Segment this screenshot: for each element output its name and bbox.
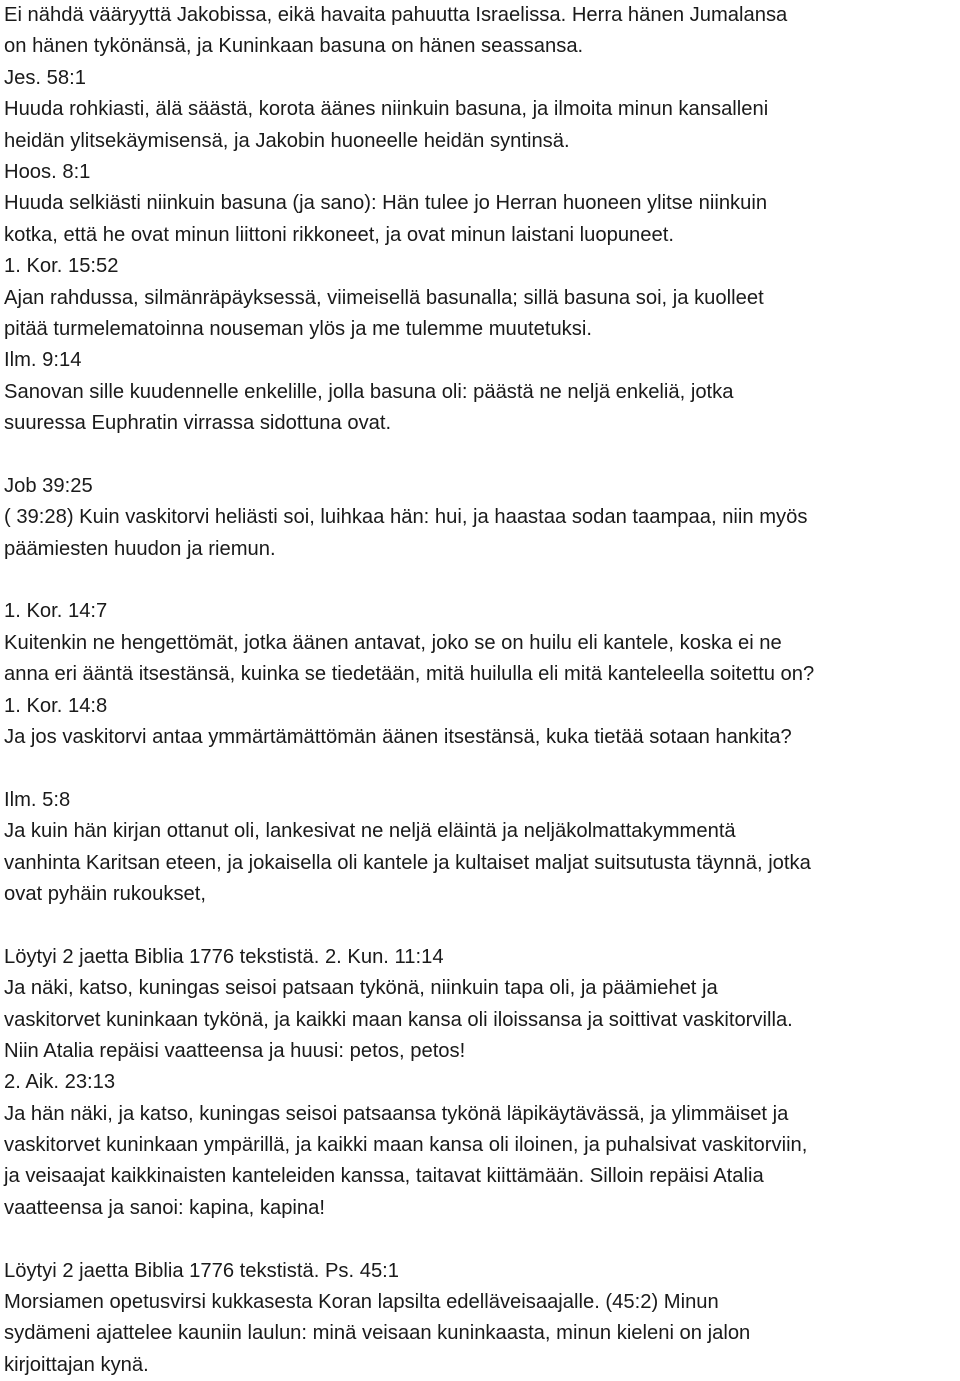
- blank-line: [4, 439, 960, 470]
- blank-line: [4, 910, 960, 941]
- verse-reference: 1. Kor. 14:7: [4, 600, 108, 623]
- text-line: kirjoittajan kynä.: [4, 1353, 149, 1376]
- text-line: pitää turmelematoinna nouseman ylös ja me tulemme muutetuksi.: [4, 317, 592, 340]
- text-line: on hänen tykönänsä, ja Kuninkaan basuna on hänen seassansa.: [4, 35, 584, 58]
- verse-reference: 2. Aik. 23:13: [4, 1071, 116, 1094]
- verse-reference: Jes. 58:1: [4, 66, 86, 89]
- text-line: Ajan rahdussa, silmänräpäyksessä, viimeisellä basunalla; sillä basuna soi, ja kuolleet: [4, 286, 764, 309]
- text-line: vaatteensa ja sanoi: kapina, kapina!: [4, 1196, 325, 1219]
- text-line: päämiesten huudon ja riemun.: [4, 537, 276, 560]
- text-line: anna eri ääntä itsestänsä, kuinka se tiedetään, mitä huilulla eli mitä kanteleella soitettu on?: [4, 663, 815, 686]
- text-line: sydämeni ajattelee kauniin laulun: minä veisaan kuninkaasta, minun kieleni on jalon: [4, 1322, 751, 1345]
- text-line: ovat pyhäin rukoukset,: [4, 882, 206, 905]
- blank-line: [4, 1224, 960, 1255]
- text-line: Ja hän näki, ja katso, kuningas seisoi patsaansa tykönä läpikäytävässä, ja ylimmäiset ja: [4, 1102, 789, 1125]
- verse-reference: 1. Kor. 15:52: [4, 255, 119, 278]
- text-line: Huuda selkiästi niinkuin basuna (ja sano): Hän tulee jo Herran huoneen ylitse niinkuin: [4, 192, 768, 215]
- text-line: vaskitorvet kuninkaan ympärillä, ja kaikki maan kansa oli iloinen, ja puhalsivat vaskitorviin,: [4, 1134, 808, 1157]
- text-line: Morsiamen opetusvirsi kukkasesta Koran lapsilta edelläveisaajalle. (45:2) Minun: [4, 1291, 719, 1314]
- text-line: vaskitorvet kuninkaan tykönä, ja kaikki maan kansa oli iloissansa ja soittivat vaskitorvilla.: [4, 1008, 793, 1031]
- blank-line: [4, 753, 960, 784]
- verse-reference: Hoos. 8:1: [4, 160, 91, 183]
- text-line: kotka, että he ovat minun liittoni rikkoneet, ja ovat minun laistani luopuneet.: [4, 223, 674, 246]
- verse-reference: Job 39:25: [4, 474, 93, 497]
- text-line: suuressa Euphratin virrassa sidottuna ovat.: [4, 412, 392, 435]
- text-line: ja veisaajat kaikkinaisten kanteleiden kanssa, taitavat kiittämään. Silloin repäisi Atalia: [4, 1165, 764, 1188]
- text-line: vanhinta Karitsan eteen, ja jokaisella oli kantele ja kultaiset maljat suitsutusta täynnä, jotka: [4, 851, 811, 874]
- text-line: ( 39:28) Kuin vaskitorvi heliästi soi, luihkaa hän: hui, ja haastaa sodan taampaa, niin myös: [4, 506, 808, 529]
- text-line: Ja kuin hän kirjan ottanut oli, lankesivat ne neljä eläintä ja neljäkolmattakymmentä: [4, 820, 736, 843]
- text-line: heidän ylitsekäymisensä, ja Jakobin huoneelle heidän syntinsä.: [4, 129, 570, 152]
- text-line: Kuitenkin ne hengettömät, jotka äänen antavat, joko se on huilu eli kantele, koska ei ne: [4, 631, 782, 654]
- verse-reference: Ilm. 5:8: [4, 788, 71, 811]
- blank-line: [4, 565, 960, 596]
- text-line: Ja näki, katso, kuningas seisoi patsaan tykönä, niinkuin tapa oli, ja päämiehet ja: [4, 977, 718, 1000]
- text-line: Sanovan sille kuudennelle enkelille, jolla basuna oli: päästä ne neljä enkeliä, jotka: [4, 380, 734, 403]
- text-line: Ei nähdä vääryyttä Jakobissa, eikä havaita pahuutta Israelissa. Herra hänen Jumalansa: [4, 4, 788, 26]
- text-line: Niin Atalia repäisi vaatteensa ja huusi: petos, petos!: [4, 1039, 466, 1062]
- verse-reference: Ilm. 9:14: [4, 349, 82, 372]
- search-result-header: Löytyi 2 jaetta Biblia 1776 tekstistä. 2. Kun. 11:14: [4, 945, 444, 968]
- text-line: Huuda rohkiasti, älä säästä, korota äänes niinkuin basuna, ja ilmoita minun kansalleni: [4, 98, 769, 121]
- text-line: Ja jos vaskitorvi antaa ymmärtämättömän äänen itsestänsä, kuka tietää sotaan hankita?: [4, 725, 792, 748]
- search-result-header: Löytyi 2 jaetta Biblia 1776 tekstistä. Ps. 45:1: [4, 1259, 400, 1282]
- verse-reference: 1. Kor. 14:8: [4, 694, 108, 717]
